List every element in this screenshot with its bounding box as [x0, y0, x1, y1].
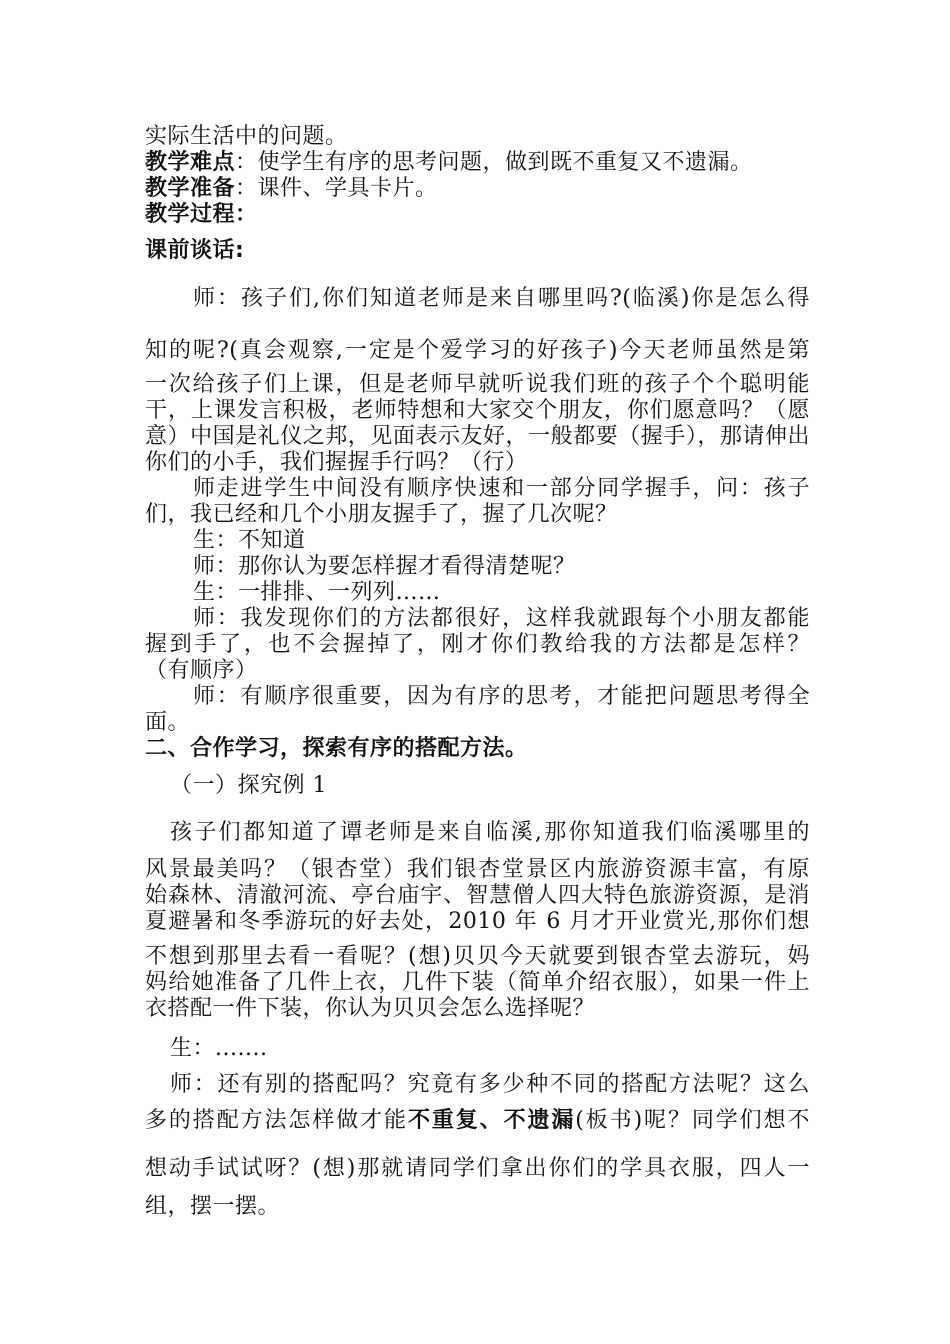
dialogue-line: 师：那你认为要怎样握才看得清楚呢？: [193, 554, 576, 579]
dialogue-line: 生：不知道: [193, 528, 306, 553]
paragraph-line: 始森林、清澈河流、亭台庙宇、智慧僧人四大特色旅游资源，是消: [145, 883, 810, 908]
paragraph-line: [145, 1108, 810, 1134]
paragraph-line: 知的呢?(真会观察,一定是个爱学习的好孩子)今天老师虽然是第: [145, 338, 810, 363]
paragraph-line: 夏避暑和冬季游玩的好去处，2010 年 6 月才开业赏光,那你们想: [145, 909, 810, 934]
line-text: 多的搭配方法怎样做才能: [145, 1108, 408, 1133]
line-text: (板书)呢？同学们想不: [575, 1108, 810, 1133]
text-line: [145, 176, 810, 202]
dialogue-line: 生：.......: [170, 1036, 268, 1061]
section-heading: 二、合作学习，探索有序的搭配方法。: [145, 736, 528, 761]
subsection-heading: （一）探究例 1: [170, 773, 327, 798]
paragraph-line: 师走进学生中间没有顺序快速和一部分同学握手，问：孩子: [193, 476, 810, 501]
section-label: 教学准备: [145, 176, 236, 201]
paragraph-line: 孩子们都知道了谭老师是来自临溪,那你知道我们临溪哪里的: [170, 820, 810, 845]
paragraph-line: 们，我已经和几个小朋友握手了，握了几次呢？: [145, 502, 618, 527]
section-label: 教学难点: [145, 150, 236, 175]
dialogue-line: 师：有顺序很重要，因为有序的思考，才能把问题思考得全: [193, 684, 810, 709]
paragraph-line: 你们的小手，我们握握手行吗？（行）: [145, 450, 528, 475]
text-line: [145, 202, 810, 228]
section-heading: 课前谈话:: [145, 238, 245, 263]
paragraph-line: 面。: [145, 710, 191, 735]
paragraph-line: 想动手试试呀？(想)那就请同学们拿出你们的学具衣服，四人一: [145, 1156, 810, 1181]
paragraph-line: 风景最美吗？（银杏堂）我们银杏堂景区内旅游资源丰富，有原: [145, 857, 810, 882]
text-line: 实际生活中的问题。: [145, 124, 348, 149]
dialogue-line: 生：一排排、一列列……: [193, 580, 441, 605]
line-text: ：课件、学具卡片。: [235, 176, 438, 201]
dialogue-line: 师：我发现你们的方法都很好，这样我就跟每个小朋友都能: [193, 606, 810, 631]
paragraph-line: 师：孩子们,你们知道老师是来自哪里吗?(临溪)你是怎么得: [193, 286, 810, 311]
paragraph-line: 不想到那里去看一看呢？(想)贝贝今天就要到银杏堂去游玩，妈: [145, 944, 810, 969]
paragraph-line: 一次给孩子们上课，但是老师早就听说我们班的孩子个个聪明能: [145, 372, 810, 397]
text-line: [145, 150, 810, 176]
paragraph-line: 组，摆一摆。: [145, 1194, 281, 1219]
paragraph-line: 妈给她准备了几件上衣，几件下装（简单介绍衣服），如果一件上: [145, 970, 810, 995]
line-text: ：使学生有序的思考问题，做到既不重复又不遗漏。: [235, 150, 753, 175]
emphasis-text: 不重复、不遗漏: [407, 1108, 576, 1133]
paragraph-line: 意）中国是礼仪之邦，见面表示友好，一般都要（握手），那请伸出: [145, 424, 810, 449]
section-label: 教学过程: [145, 202, 236, 227]
paragraph-line: 握到手了，也不会握掉了，刚才你们教给我的方法都是怎样？: [145, 632, 810, 657]
paragraph-line: （有顺序）: [145, 658, 258, 683]
line-text: ：: [235, 202, 258, 227]
paragraph-line: 干，上课发言积极，老师特想和大家交个朋友，你们愿意吗？（愿: [145, 398, 810, 423]
paragraph-line: 衣搭配一件下装，你认为贝贝会怎么选择呢？: [145, 996, 596, 1021]
dialogue-line: 师：还有别的搭配吗？究竟有多少种不同的搭配方法呢？这么: [170, 1072, 810, 1097]
